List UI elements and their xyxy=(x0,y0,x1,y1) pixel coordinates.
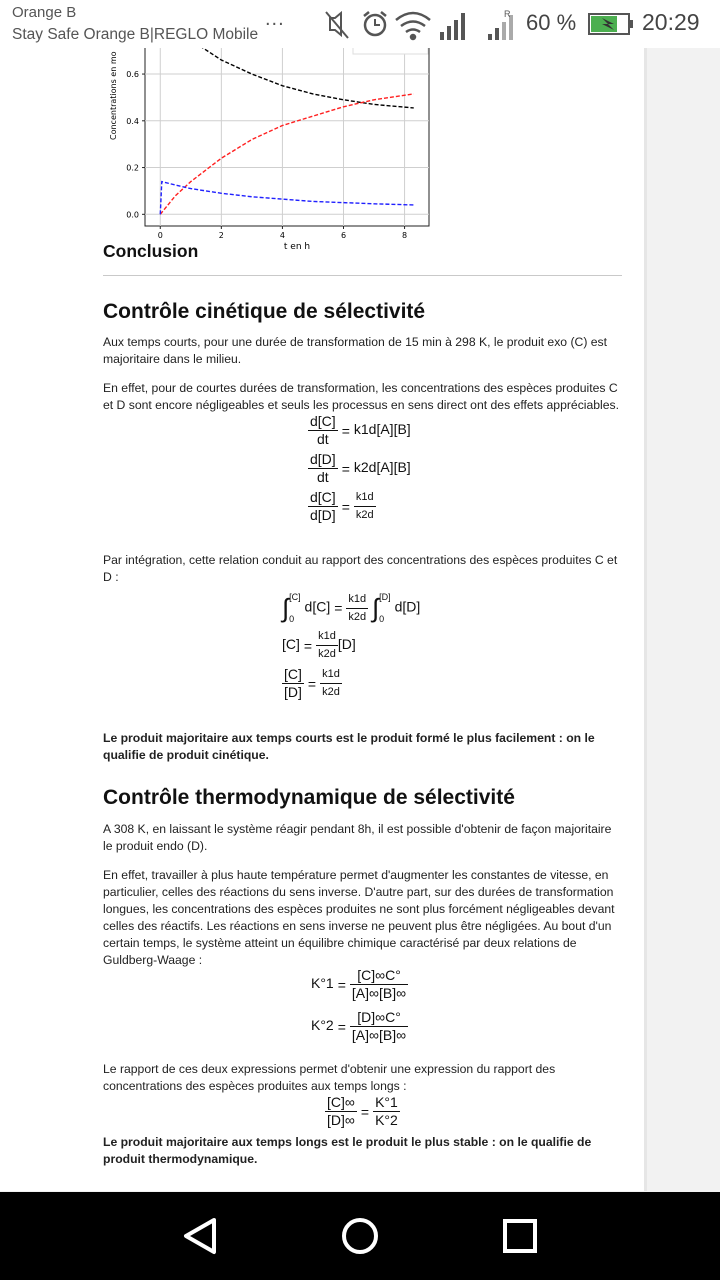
x-tick-label: 2 xyxy=(218,231,224,240)
home-icon[interactable] xyxy=(330,1206,390,1266)
concentration-chart xyxy=(100,48,440,256)
rate-ratio-equation: $\frac{d[C]}{d[D]}$ = $\frac{k1d}{k2d}$ xyxy=(310,489,374,523)
chart-legend-box xyxy=(353,48,428,54)
y-tick-label: 0.6 xyxy=(126,70,139,80)
mute-icon xyxy=(326,12,348,38)
x-tick-label: 4 xyxy=(279,231,285,240)
x-axis-label: t en h xyxy=(283,242,311,252)
y-tick-label: 0.4 xyxy=(126,116,139,126)
rate-equation-c: $\frac{d[C]}{dt}$ = k1d[A][B] xyxy=(310,413,411,447)
kinetic-section-title: Contrôle cinétique de sélectivité xyxy=(103,300,426,323)
kinetic-paragraph-3: Par intégration, cette relation conduit au rapport des concentrations des espèces produites C et D : xyxy=(103,553,618,584)
rate-equation-d: $\frac{d[D]}{dt}$ = k2d[A][B] xyxy=(310,451,411,485)
signal-roaming-icon xyxy=(488,9,513,40)
navigation-bar xyxy=(0,1192,720,1280)
thermo-paragraph-2: En effet, travailler à plus haute température permet d'augmenter les constantes de vitesse, en particulier, celles des réactions du sens inverse. D'autre part, sur des durées de transformation longues, les concentrations des espèces produites ne sont plus forcément négligeables devant celles des réactifs. Les réactions en sens inverse ne peuvent plus être négligées. Au bout d'un certain temps, le système atteint un équilibre chimique caractérisé par deux relations de Guldberg-Waage : xyxy=(103,868,615,967)
battery-percent: 60 % xyxy=(526,10,577,35)
y-axis-ticks xyxy=(126,70,145,219)
kinetic-paragraph-2: En effet, pour de courtes durées de transformation, les concentrations des espèces produites C et D sont encore négligeables et seuls les processus en sens direct ont des effets appréciables. xyxy=(103,381,620,412)
more-notifications: ... xyxy=(265,8,285,30)
thermo-paragraph-1: A 308 K, en laissant le système réagir pendant 8h, il est possible d'obtenir de façon majoritaire le produit endo (D). xyxy=(103,822,612,853)
back-icon[interactable] xyxy=(170,1206,230,1266)
web-page[interactable] xyxy=(0,48,647,1191)
equilibrium-constant-2: K°2 = $\frac{[D]\infty C^\circ}{[A]\infty[B]\infty}$ xyxy=(311,1009,407,1043)
battery-charging-icon xyxy=(588,12,636,38)
alarm-icon xyxy=(364,12,386,35)
thermo-paragraph-3: Le rapport de ces deux expressions permet d'obtenir une expression du rapport des concentrations des espèces produites aux temps longs : xyxy=(103,1062,556,1093)
integral-equation: ∫ [C] 0 d[C] = $\frac{k1d}{k2d}$ ∫ [D] 0 d[D] xyxy=(282,592,421,624)
recents-icon[interactable] xyxy=(490,1206,550,1266)
series-line-2 xyxy=(160,94,413,214)
x-tick-label: 0 xyxy=(157,231,163,240)
x-tick-label: 6 xyxy=(340,231,347,240)
status-bar xyxy=(0,0,720,48)
thermo-conclusion: Le produit majoritaire aux temps longs est le produit le plus stable : on le qualifie de produit thermodynamique. xyxy=(103,1135,592,1166)
kinetic-conclusion: Le produit majoritaire aux temps courts est le produit formé le plus facilement : on le qualifie de produit cinétique. xyxy=(103,731,595,762)
clock: 20:29 xyxy=(642,9,700,35)
signal-icon xyxy=(440,13,465,40)
svg-text:R: R xyxy=(504,9,511,19)
divider xyxy=(103,275,622,276)
y-tick-label: 0.0 xyxy=(126,210,139,220)
network-label: Stay Safe Orange B|REGLO Mobile xyxy=(12,26,259,43)
chart-plot-area xyxy=(160,48,413,214)
concentration-c-equation: [C] = $\frac{k1d}{k2d}$ [D] xyxy=(282,630,356,660)
series-line-3 xyxy=(160,182,413,215)
y-tick-label: 0.2 xyxy=(126,163,139,173)
concentration-ratio-equation: $\frac{[C]}{[D]}$ = $\frac{k1d}{k2d}$ xyxy=(284,666,340,700)
equilibrium-constant-1: K°1 = $\frac{[C]\infty C^\circ}{[A]\infty[B]\infty}$ xyxy=(311,967,407,1001)
x-axis-ticks xyxy=(158,226,407,240)
long-time-ratio-equation: $\frac{[C]\infty}{[D]\infty}$ = $\frac{K^\circ 1}{K^\circ 2}$ xyxy=(327,1094,398,1128)
wifi-icon xyxy=(396,13,430,39)
conclusion-heading: Conclusion xyxy=(103,241,199,261)
status-icons xyxy=(322,8,522,42)
carrier-name: Orange B xyxy=(12,4,77,21)
y-axis-label: Concentrations en mo xyxy=(109,51,118,140)
x-tick-label: 8 xyxy=(402,231,408,240)
kinetic-paragraph-1: Aux temps courts, pour une durée de transformation de 15 min à 298 K, le produit exo (C) est majoritaire dans le milieu. xyxy=(103,335,608,366)
thermo-section-title: Contrôle thermodynamique de sélectivité xyxy=(103,786,515,809)
